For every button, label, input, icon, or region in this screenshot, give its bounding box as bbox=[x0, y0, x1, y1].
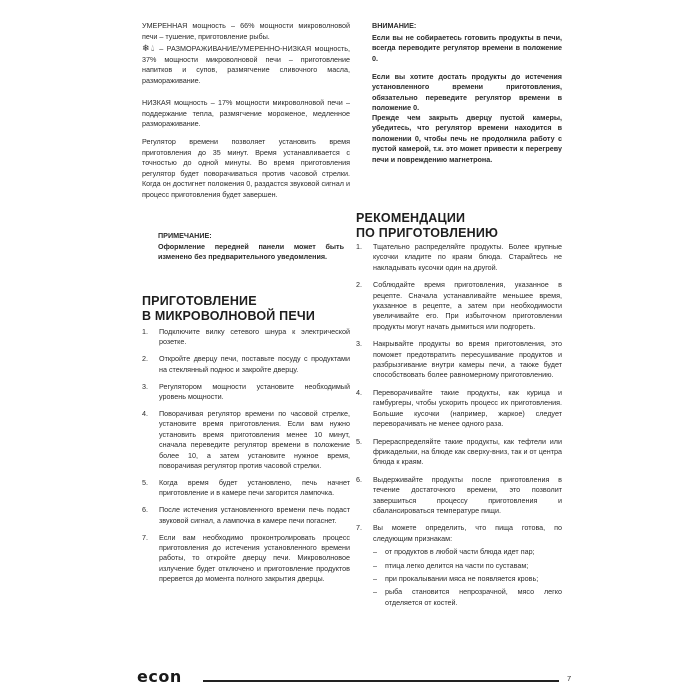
section-title-recommendations: РЕКОМЕНДАЦИИ ПО ПРИГОТОВЛЕНИЮ bbox=[356, 211, 499, 240]
section-title-cooking: ПРИГОТОВЛЕНИЕ В МИКРОВОЛНОВОЙ ПЕЧИ bbox=[142, 294, 316, 323]
list-item: 4. Переворачивайте такие продукты, как курица и гамбургеры, чтобы ускорить процесс их приготовления. Большие кусочки (например, жаркое) следует переворачивать не менее одного раза. bbox=[356, 387, 562, 429]
mode-low: НИЗКАЯ мощность – 17% мощности микроволновой печи – поддержание тепла, размягчение мороженое, медленное размораживание. bbox=[142, 98, 350, 129]
cooking-steps-list bbox=[142, 327, 350, 591]
note-title: ПРИМЕЧАНИЕ: bbox=[158, 231, 212, 240]
sign-item: – при прокалывании мяса не появляется кровь; bbox=[373, 573, 539, 583]
footer-divider bbox=[203, 680, 559, 682]
list-item: 3. Накрывайте продукты во время приготовления, это поможет предотвратить пересушивание продуктов и разбрызгивание внутри камеры печи, а также будет способствовать более равномерному приготовлению. bbox=[356, 339, 562, 380]
mode-moderate: УМЕРЕННАЯ мощность – 66% мощности микроволновой печи – тушение, приготовление рыбы. bbox=[142, 21, 350, 41]
mode-defrost: ❄💧︎ – РАЗМОРАЖИВАНИЕ/УМЕРЕННО-НИЗКАЯ мощность, 37% мощности микроволновой печи – приготовление напитков и супов, размягчение сливочного масла, размораживание. bbox=[142, 43, 350, 85]
list-item: 2. Соблюдайте время приготовления, указанное в рецепте. Сначала устанавливайте меньшее время, указанное в рецепте, а затем при необходимости увеличивайте его. При избыточном приготовлении продукты могут начать дымиться или подгореть. bbox=[356, 280, 562, 331]
warning-3: Прежде чем закрыть дверцу пустой камеры, убедитесь, что регулятор времени находится в положении 0, чтобы печь не продолжила работу с пустой камерой, т.к. это может привести к перегреву печи и повреждению магнетрона. bbox=[372, 113, 562, 164]
list-item: 4. Поворачивая регулятор времени по часовой стрелке, установите время приготовления. Если вам нужно установить время приготовления менее 10 минут, сначала переведите регулятор времени в положение более 10, а затем установите нужное время, поворачивая регулятор против часовой стрелки. bbox=[142, 408, 350, 470]
warning-title: ВНИМАНИЕ: bbox=[372, 21, 417, 30]
regulator-paragraph: Регулятор времени позволяет установить время приготовления до 35 минут. Время устанавливается с точностью до одной минуты. Во время приготовления регулятор будет поворачиваться против часовой стрелки. Когда он достигнет положения 0, раздастся звуковой сигнал и процесс приготовления будет завершен. bbox=[142, 137, 350, 199]
list-item: 5. Перераспределяйте такие продукты, как тефтели или фрикадельки, на блюде как сверху-вниз, так и от центра блюда к краям. bbox=[356, 436, 562, 467]
warning-2: Если вы хотите достать продукты до истечения установленного времени приготовления, обязательно переведите регулятор времени в положение 0. bbox=[372, 72, 562, 113]
list-item: 1. Тщательно распределяйте продукты. Более крупные кусочки кладите по краям блюда. Старайтесь не накладывать кусочки один на другой. bbox=[356, 242, 562, 272]
sign-item: – птица легко делится на части по суставам; bbox=[373, 560, 529, 570]
recommendations-list bbox=[356, 242, 562, 615]
list-item: 3. Регулятором мощности установите необходимый уровень мощности. bbox=[142, 381, 350, 402]
snowflake-drop-icon: ❄💧︎ bbox=[142, 43, 156, 53]
page-number: 7 bbox=[567, 674, 572, 683]
warning-1: Если вы не собираетесь готовить продукты в печи, всегда переводите регулятор времени в положение 0. bbox=[372, 33, 562, 63]
list-item: 7. Если вам необходимо проконтролировать процесс приготовления до истечения установленного времени работы, то откройте дверцу печи. Микроволновое излучение будет отключено и приготовление продуктов прервется до момента полного закрытия дверцы. bbox=[142, 532, 350, 584]
list-item: 2. Откройте дверцу печи, поставьте посуду с продуктами на стеклянный поднос и закройте дверцу. bbox=[142, 354, 350, 374]
sign-item: – от продуктов в любой части блюда идет пар; bbox=[373, 547, 535, 557]
note-text: Оформление передней панели может быть изменено без предварительного уведомления. bbox=[158, 242, 344, 262]
list-item: 6. Выдерживайте продукты после приготовления в течение достаточного времени, это позволит завершиться процессу приготовления и сбалансироваться температуре пищи. bbox=[356, 474, 562, 515]
list-item: 1. Подключите вилку сетевого шнура к электрической розетке. bbox=[142, 327, 350, 347]
econ-logo: econ bbox=[137, 667, 182, 686]
sign-item: – рыба становится непрозрачной, мясо легко отделяется от костей. bbox=[373, 587, 562, 607]
list-item: 7. Вы можете определить, что пища готова, по следующим признакам: – от продуктов в любой части блюда идет пар; – птица легко делится на части по суставам; – при прокалывании мяса не появляется кровь; – рыба становится непрозрачной, мясо легко отделяется от костей. bbox=[356, 523, 562, 607]
list-item: 6. После истечения установленного времени печь подаст звуковой сигнал, а лампочка в камере печи погаснет. bbox=[142, 505, 350, 525]
list-item: 5. Когда время будет установлено, печь начнет приготовление и в камере печи загорится лампочка. bbox=[142, 477, 350, 498]
